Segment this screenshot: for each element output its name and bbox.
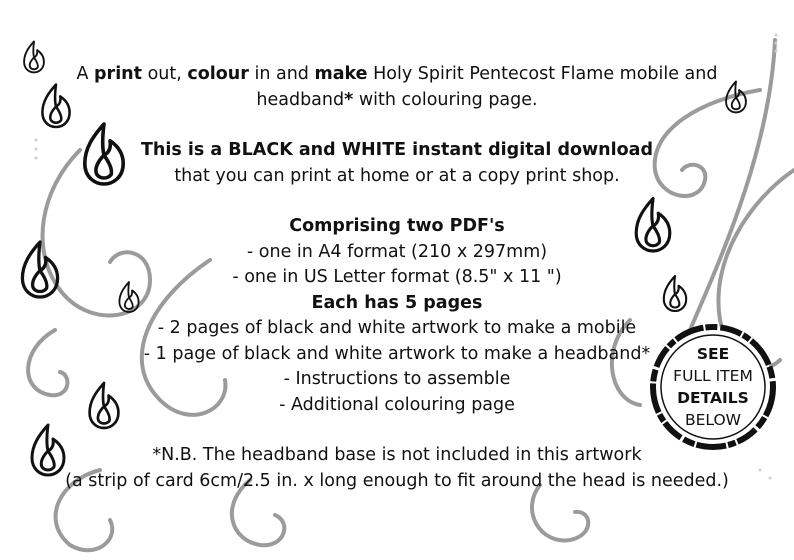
download-heading: This is a BLACK and WHITE instant digital download — [141, 140, 653, 160]
intro-line-2: headband* with colouring page. — [256, 89, 538, 110]
badge-line-see: SEE — [696, 345, 730, 363]
see-details-badge — [649, 323, 777, 451]
files-item-letter: - one in US Letter format (8.5" x 11 ") — [232, 267, 562, 287]
intro-line-1: A print out, colour in and make Holy Spirit Pentecost Flame mobile and — [76, 64, 718, 84]
note-line-2: (a strip of card 6cm/2.5 in. x long enough to fit around the head is needed.) — [65, 470, 729, 491]
pages-item: - 2 pages of black and white artwork to make a mobile — [157, 318, 637, 338]
pages-item: - Additional colouring page — [279, 394, 515, 415]
badge-text — [649, 343, 777, 431]
pages-heading: Each has 5 pages — [311, 292, 483, 313]
pages-item: - Instructions to assemble — [283, 369, 511, 389]
download-subtext: that you can print at home or at a copy print shop. — [174, 165, 620, 186]
pages-item: - 1 page of black and white artwork to make a headband* — [143, 343, 651, 364]
badge-line-full-item: FULL ITEM — [673, 367, 753, 385]
files-item-a4: - one in A4 format (210 x 297mm) — [246, 241, 548, 262]
files-heading: Comprising two PDF's — [289, 216, 505, 236]
badge-line-below: BELOW — [684, 411, 742, 429]
badge-line-details: DETAILS — [677, 389, 749, 407]
note-line-1: *N.B. The headband base is not included in this artwork — [152, 445, 642, 465]
